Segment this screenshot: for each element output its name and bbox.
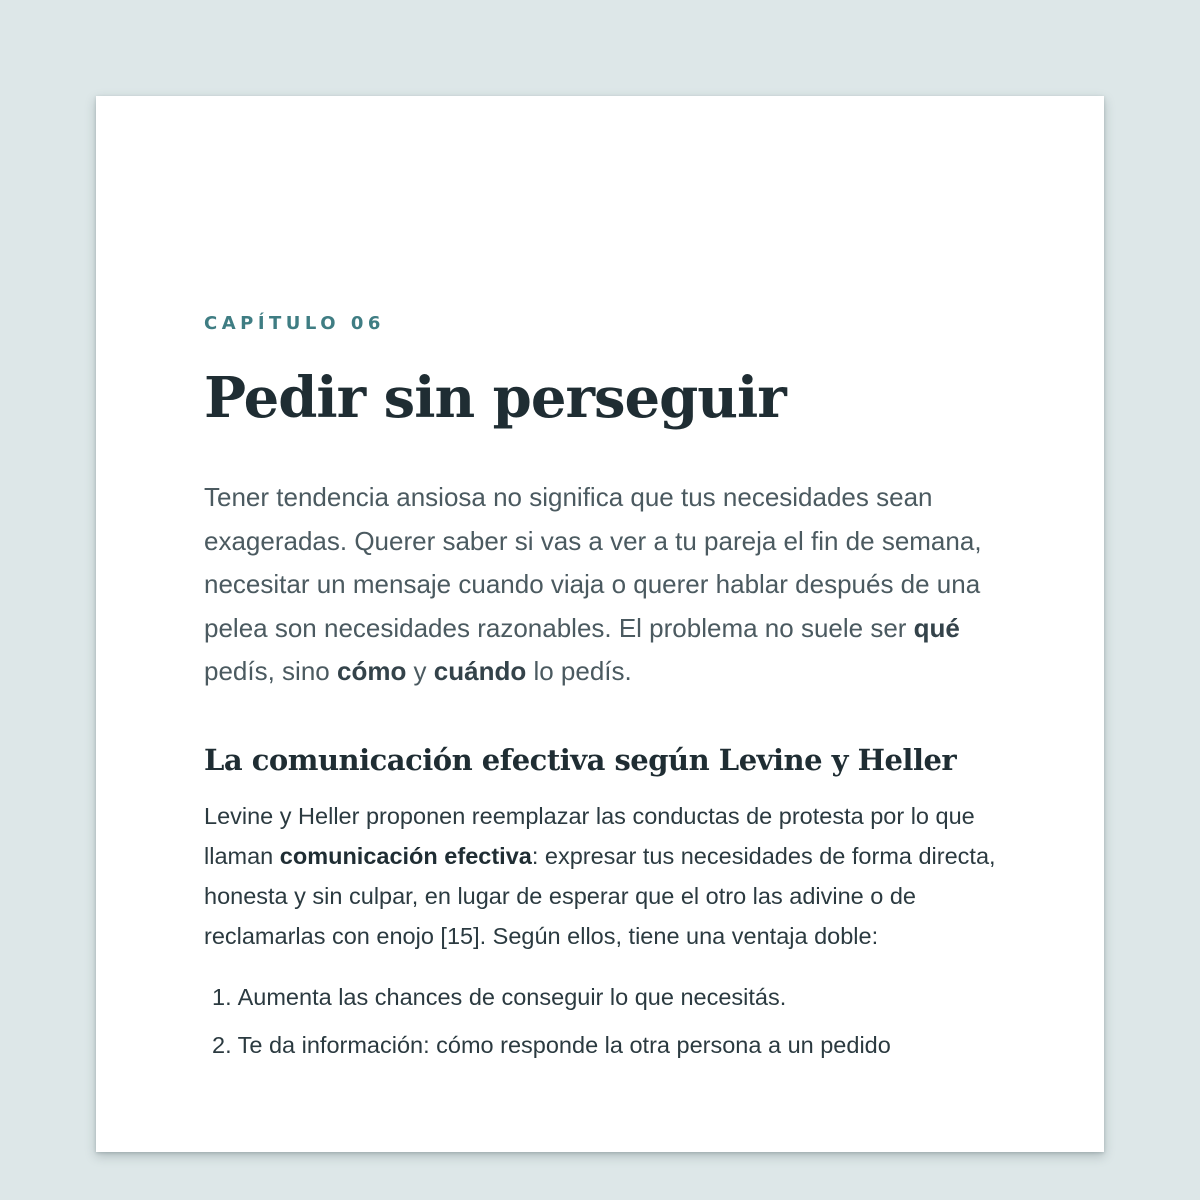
intro-bold-1: qué — [913, 612, 960, 643]
intro-text-2: pedís, sino — [204, 656, 337, 686]
intro-bold-2: cómo — [336, 656, 407, 686]
list-item — [204, 977, 1004, 1017]
chapter-label: CAPÍTULO 06 — [204, 313, 385, 334]
section-paragraph — [204, 796, 1004, 957]
benefits-list — [204, 977, 1004, 1065]
intro-text-4: lo pedís. — [526, 656, 632, 686]
intro-bold-3: cuándo — [433, 656, 527, 686]
section-heading: La comunicación efectiva según Levine y Heller — [204, 742, 957, 777]
section-bold-term: comunicación efectiva — [279, 842, 532, 869]
page-content — [204, 312, 1004, 1073]
list-item-number: 2. — [212, 1031, 232, 1058]
intro-paragraph — [204, 476, 1004, 694]
chapter-title: Pedir sin perseguir — [204, 365, 786, 431]
list-item — [204, 1025, 1004, 1065]
intro-text-1: Tener tendencia ansiosa no significa que tus necesidades sean exageradas. Querer saber si vas a ver a tu pareja el fin de semana, necesitar un mensaje cuando viaja o querer hablar después de una pelea son necesidades razonables. El problema no suele ser — [204, 482, 982, 643]
intro-text-3: y — [406, 656, 434, 686]
list-item-text: Te da información: cómo responde la otra persona a un pedido — [237, 1031, 891, 1058]
list-item-text: Aumenta las chances de conseguir lo que necesitás. — [237, 983, 787, 1010]
document-page — [96, 96, 1104, 1152]
section-text-1: Levine y Heller proponen reemplazar las conductas de protesta por lo que llaman — [204, 802, 975, 869]
section-text-2: : expresar tus necesidades de forma directa, honesta y sin culpar, en lugar de esperar que el otro las adivine o de reclamarlas con enojo [15]. Según ellos, tiene una ventaja doble: — [204, 842, 996, 950]
list-item-number: 1. — [212, 983, 232, 1010]
